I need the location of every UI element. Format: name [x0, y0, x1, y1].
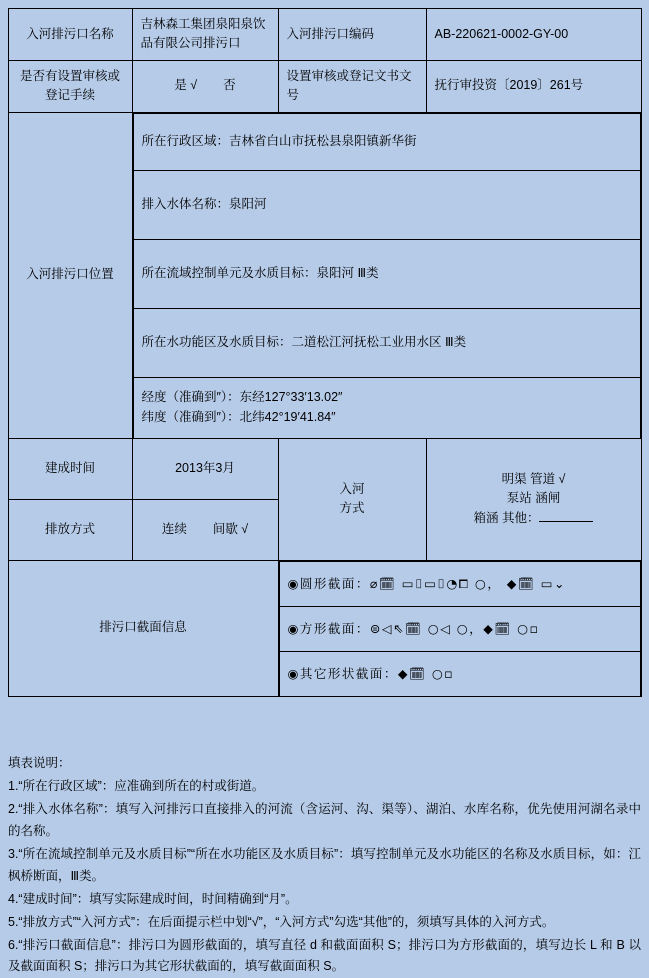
note-item-4: 4.“建成时间”：填写实际建成时间，时间精确到“月”。: [8, 889, 641, 911]
location-sub-table: [133, 113, 641, 438]
outfall-name-label: 入河排污口名称: [8, 9, 132, 61]
list-item: [133, 377, 640, 438]
table-row: [8, 438, 641, 499]
control-unit-line: 所在流域控制单元及水质目标：泉阳河 Ⅲ类: [133, 239, 640, 308]
entry-mode-row-1: 明渠 管道 √: [435, 470, 633, 489]
list-item: [279, 606, 640, 651]
note-item-2: 2.“排入水体名称”：填写入河排污口直接排入的河流（含运河、沟、渠等）、湖泊、水库名称，优先使用河湖名录中的名称。: [8, 799, 641, 843]
doc-number-value: 抚行审投资〔2019〕261号: [426, 60, 641, 112]
location-label: 入河排污口位置: [8, 112, 132, 438]
section-info-label: 排污口截面信息: [8, 560, 278, 696]
section-info-cell: [278, 560, 641, 696]
list-item: [133, 239, 640, 308]
discharge-mode-value: [132, 499, 278, 560]
function-zone-line: 所在水功能区及水质目标：二道松江河抚松工业用水区 Ⅲ类: [133, 308, 640, 377]
entry-mode-row-2: 泵站 涵闸: [435, 489, 633, 508]
approval-label: 是否有设置审核或登记手续: [8, 60, 132, 112]
build-time-label: 建成时间: [8, 438, 132, 499]
coordinates-lines: [133, 377, 640, 438]
discharge-intermittent: 间歇 √: [213, 522, 248, 536]
note-item-3: 3.“所在流域控制单元及水质目标”“所在水功能区及水质目标”：填写控制单元及水功能区的名称及水质目标，如：江枫桥断面，Ⅲ类。: [8, 844, 641, 888]
note-item-1: 1.“所在行政区域”：应准确到所在的村或街道。: [8, 776, 641, 798]
approval-value: [132, 60, 278, 112]
table-row-section: [8, 560, 641, 696]
entry-mode-row-3: [435, 509, 633, 528]
document-page: [0, 8, 649, 966]
build-time-value: 2013年3月: [132, 438, 278, 499]
table-row-location: [8, 112, 641, 438]
longitude-line: 经度（准确到″）：东经127°33′13.02″: [142, 388, 632, 407]
discharge-mode-label: 排放方式: [8, 499, 132, 560]
outfall-name-value: 吉林森工集团泉阳泉饮品有限公司排污口: [132, 9, 278, 61]
note-item-5: 5.“排放方式”“入河方式”：在后面提示栏中划“√”，“入河方式”勾选“其他”的，须填写具体的入河方式。: [8, 912, 641, 934]
section-sub-table: [279, 561, 641, 696]
list-item: [133, 308, 640, 377]
list-item: [279, 651, 640, 696]
list-item: [133, 170, 640, 239]
location-detail-cell: [132, 112, 641, 438]
approval-yes: 是 √: [174, 78, 197, 92]
table-row: [8, 9, 641, 61]
circular-section-line: ◉圆形截面：⌀🗓 ▭⌷▭⌷◔⧠ ○， ◆🗓 ▭⌄: [279, 561, 640, 606]
entry-mode-options: [426, 438, 641, 560]
entry-mode-label: [278, 438, 426, 560]
entry-mode-label-line1: 入河: [287, 480, 418, 499]
form-notes: [8, 753, 641, 978]
entry-mode-label-line2: 方式: [287, 499, 418, 518]
table-row: [8, 60, 641, 112]
entry-mode-other-blank: [539, 521, 593, 522]
approval-no: 否: [223, 78, 236, 92]
latitude-line: 纬度（准确到″）：北纬42°19′41.84″: [142, 408, 632, 427]
notes-title: 填表说明：: [8, 753, 641, 775]
outfall-info-table: [8, 8, 642, 697]
list-item: [133, 113, 640, 170]
square-section-line: ◉方形截面：⊜◁⇖🗓 ○◁ ○，◆🗓 ○▫: [279, 606, 640, 651]
outfall-code-label: 入河排污口编码: [278, 9, 426, 61]
admin-region-line: 所在行政区域：吉林省白山市抚松县泉阳镇新华街: [133, 113, 640, 170]
entry-mode-other-prefix: 箱涵 其他：: [474, 511, 540, 525]
doc-number-label: 设置审核或登记文书文号: [278, 60, 426, 112]
water-body-line: 排入水体名称：泉阳河: [133, 170, 640, 239]
other-section-line: ◉其它形状截面：◆🗓 ○▫: [279, 651, 640, 696]
outfall-code-value: AB-220621-0002-GY-00: [426, 9, 641, 61]
note-item-6: 6.“排污口截面信息”：排污口为圆形截面的，填写直径 d 和截面面积 S；排污口为方形截面的，填写边长 L 和 B 以及截面面积 S；排污口为其它形状截面的，填写截面面积 S。: [8, 935, 641, 978]
discharge-continuous: 连续: [162, 522, 187, 536]
list-item: [279, 561, 640, 606]
